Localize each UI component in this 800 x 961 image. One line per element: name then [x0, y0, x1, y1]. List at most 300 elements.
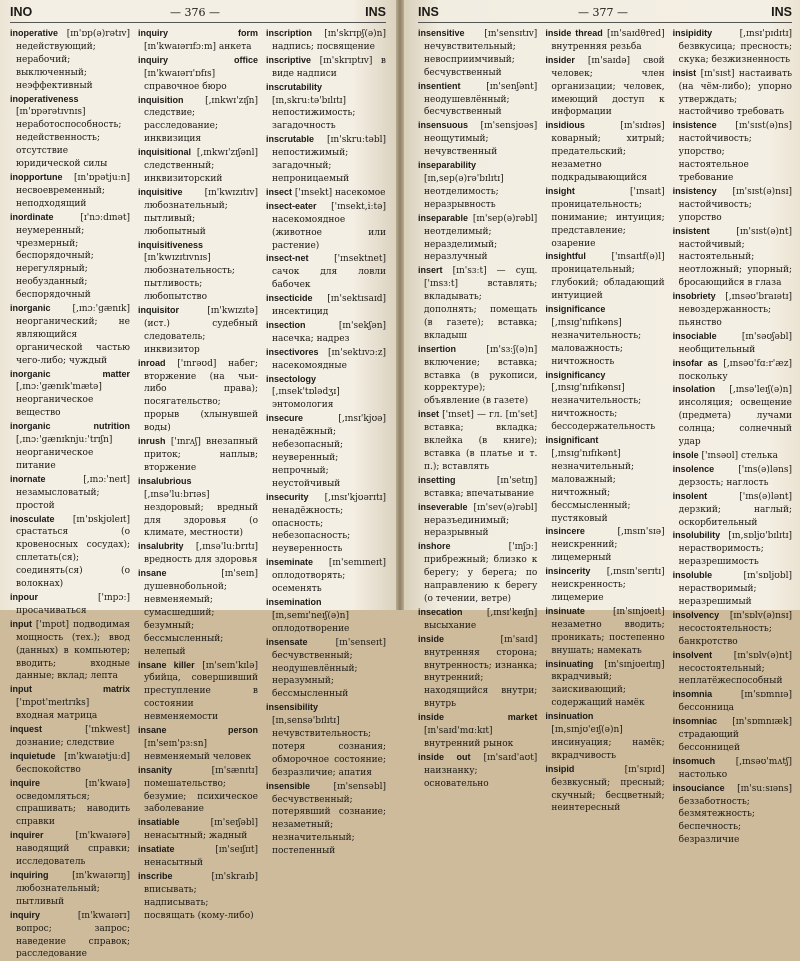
- entry-headword: insolubility: [672, 530, 721, 541]
- entry-definition: [,ɪnsek'tɒlədʒɪ] энтомология: [272, 387, 340, 411]
- dictionary-entry: [266, 54, 386, 81]
- entry-headword: insentient: [418, 80, 461, 91]
- entry-headword: inorganic matter: [10, 368, 130, 379]
- entry-definition: [ɪn'seɪn'kɪlə] убийца, совершивший преступление в состоянии невменяемости: [144, 660, 258, 723]
- entry-headword: insectivores: [266, 346, 319, 357]
- entry-headword: insectology: [266, 373, 317, 384]
- dictionary-entry: [10, 683, 130, 723]
- entry-headword: insolvent: [672, 649, 713, 660]
- entry-headword: insofar as: [672, 357, 718, 368]
- dictionary-entry: [10, 750, 130, 777]
- entry-definition: [,ɪnsɪn'sɪə] неискренний; лицемерный: [551, 527, 665, 564]
- right-page: [400, 0, 800, 846]
- entry-headword: insobriety: [672, 291, 716, 302]
- entry-headword: insane killer: [138, 659, 195, 670]
- entry-definition: ['ɪnsektnet] сачок для ловли бабочек: [272, 254, 386, 291]
- dictionary-entry: [418, 27, 537, 80]
- entry-headword: inside: [418, 633, 445, 644]
- entry-headword: inseparable: [418, 212, 469, 223]
- left-page: [0, 0, 400, 960]
- entry-headword: insolvency: [672, 609, 720, 620]
- entry-headword: insinuate: [545, 605, 585, 616]
- entry-definition: [,ɪnsɪg'nɪfɪkəns] незначительность; маловажность; ничтожность: [551, 317, 642, 367]
- page-number: — 377 —: [578, 6, 628, 19]
- entry-definition: [ɪn'kwɪzɪtɪvnɪs] любознательность; пытливость; любопытство: [144, 253, 235, 303]
- entry-definition: [ɪn'sɪst(ə)nt] настойчивый; настоятельный; неотложный; упорный; бросающийся в глаза: [678, 226, 792, 289]
- entry-definition: ['ɪnkwest] дознание; следствие: [16, 725, 130, 748]
- dictionary-entry: [10, 302, 130, 368]
- column-2: [138, 27, 258, 921]
- entry-definition: [ɪn'sɪst(ə)ns] настойчивость; упорство; настоятельное требование: [678, 121, 792, 183]
- entry-definition: [ɪn'kwaɪərɪ] вопрос; запрос; наведение справок; расследование: [16, 910, 130, 960]
- page-header: [10, 4, 386, 23]
- entry-headword: inorganic nutrition: [10, 421, 130, 432]
- entry-definition: [,ɪnsə'luːbrɪtɪ] вредность для здоровья: [144, 542, 258, 566]
- entry-definition: [,ɪnsɪ'pɪdɪtɪ] безвкусица; пресность; скука; безжизненность: [678, 29, 792, 65]
- entry-definition: [ɪn'sensɪtɪv] нечувствительный; невосприимчивый; бесчувственный: [424, 29, 538, 78]
- dictionary-entry: [266, 491, 386, 557]
- entry-definition: [ɪn'ɒskjʊleɪt] срастаться (о кровеносных сосудах); сплетать(ся); соединять(ся) (о волокнах): [16, 514, 130, 590]
- dictionary-entry: [138, 540, 258, 567]
- entry-definition: ['ɪnrəʊd] набег; вторжение (на чьи-либо права); посягательство; прорыв (хлынувшей воды): [144, 358, 258, 434]
- entry-definition: [ɪn'saɪd'aʊt] наизнанку; основательно: [424, 752, 538, 789]
- dictionary-entry: [138, 357, 258, 435]
- entry-definition: [ɪn,sɪnjʊ'eɪʃ(ə)n] инсинуация; намёк; вкрадчивость: [551, 725, 665, 761]
- dictionary-entry: [138, 659, 258, 725]
- entry-headword: inquiry office: [138, 54, 258, 65]
- entry-headword: inquietude: [10, 750, 56, 761]
- entry-definition: ['ɪnrʌʃ] внезапный приток; наплыв; вторжение: [144, 437, 258, 473]
- dictionary-entry: [138, 94, 258, 147]
- entry-definition: [ɪ'nɔːdɪnət] неумеренный; чрезмерный; беспорядочный; нерегулярный; необузданный; беспорядочный: [16, 212, 130, 301]
- entry-definition: [ɪn'kwɪzɪtə] (ист.) судебный следователь; инквизитор: [144, 306, 258, 355]
- entry-headword: insetting: [418, 474, 456, 485]
- entry-headword: inscription: [266, 28, 313, 38]
- entry-definition: [,ɪnɔː'gænɪk'mætə] неорганическое вещество: [16, 382, 102, 419]
- page-number: — 376 —: [170, 6, 220, 19]
- dictionary-entry: [266, 252, 386, 292]
- dictionary-entry: [10, 618, 130, 684]
- book-gutter: [396, 0, 404, 610]
- entry-definition: ['ɪnpʊt] подводимая мощность (тех.); ввод (данных) в компьютер; вводить; входные данные; вклад; лепта: [16, 619, 130, 682]
- dictionary-entry: [138, 54, 258, 94]
- entry-definition: [ɪn'ɒp(ə)rətɪv] недействующий; нерабочий; выключенный; неэффективный: [16, 29, 130, 91]
- dictionary-entry: [266, 780, 386, 858]
- entry-definition: [ɪn'saɪd'mɑːkɪt] внутренний рынок: [424, 726, 514, 749]
- entry-headword: insidious: [545, 120, 585, 131]
- entry-definition: [ɪn'semɪneɪt] оплодотворять; осеменять: [272, 558, 386, 595]
- entry-headword: inseverable: [418, 501, 468, 512]
- entry-headword: insert: [418, 265, 443, 276]
- entry-definition: [ɪn'sep(ə)rəbl] неотделимый; неразделимый; неразлучный: [424, 213, 538, 263]
- column-3: [266, 27, 386, 857]
- dictionary-entry: [545, 250, 664, 303]
- entry-definition: [ɪn'suːsɪəns] беззаботность; безмятежность; беспечность; безразличие: [678, 783, 792, 846]
- entry-headword: inroad: [138, 357, 166, 368]
- entry-definition: ['ɪnpʊt'meɪtrɪks] входная матрица: [16, 698, 98, 722]
- entry-definition: [,ɪnsɪ'kjʊə] ненадёжный; небезопасный; неуверенный; непрочный; неустойчивый: [272, 414, 386, 489]
- entry-definition: [ɪn'skrɪptɪv] в виде надписи: [272, 55, 386, 79]
- entry-definition: [ɪn'seɪn'pɜːsn] невменяемый человек: [144, 738, 252, 762]
- entry-definition: [ɪn'skrɪpʃ(ə)n] надпись; посвящение: [272, 29, 386, 52]
- dictionary-entry: [10, 93, 130, 171]
- entry-definition: [ɪn'setɪŋ] вставка; впечатывание: [424, 475, 538, 499]
- entry-definition: ['ɪnpɔː] просачиваться: [16, 592, 130, 616]
- dictionary-entry: [138, 475, 258, 541]
- entry-headword: inquisitiveness: [138, 239, 204, 250]
- dictionary-entry: [418, 751, 537, 791]
- entry-headword: insect-net: [266, 253, 309, 264]
- dictionary-entry: [545, 119, 664, 185]
- entry-headword: insecurity: [266, 491, 309, 502]
- entry-headword: insolent: [672, 490, 708, 501]
- entry-definition: [ɪn,semɪ'neɪʃ(ə)n] оплодотворение: [272, 610, 350, 634]
- entry-definition: [ɪn'sɪpɪd] безвкусный; пресный; скучный; бесцветный; неинтересный: [551, 764, 665, 814]
- entry-headword: inopportune: [10, 171, 63, 182]
- entry-headword: insouciance: [672, 782, 725, 793]
- entry-headword: insolation: [672, 384, 716, 395]
- dictionary-entry: [266, 636, 386, 702]
- dictionary-entry: [418, 264, 537, 342]
- dictionary-entry: [418, 212, 537, 265]
- entry-headword: inset: [418, 409, 440, 420]
- dictionary-entry: [10, 27, 130, 93]
- entry-headword: insane person: [138, 725, 258, 736]
- entry-headword: inside out: [418, 751, 471, 762]
- entry-headword: insignificant: [545, 435, 599, 446]
- entry-definition: [ɪn'sektɪvɔːz] насекомоядные: [272, 347, 386, 371]
- entry-headword: insole: [672, 450, 699, 460]
- dictionary-entry: [673, 357, 792, 384]
- entry-definition: [,ɪnsəʊ'mʌtʃ] настолько: [678, 756, 792, 780]
- entry-definition: [ɪn'sɜːt] — сущ. ['ɪnsɜːt] вставлять; вкладывать; дополнять; помещать (в газете); вставка; вкладыш: [424, 266, 538, 341]
- entry-definition: [,ɪnsəʊ'fɑːr'æz] поскольку: [678, 358, 792, 382]
- dictionary-entry: [673, 449, 792, 463]
- entry-definition: [ɪn'sɪst] настаивать (на чём-либо); упорно утверждать; настойчиво требовать: [678, 68, 792, 118]
- dictionary-entry: [418, 633, 537, 711]
- dictionary-entry: [138, 764, 258, 817]
- entry-definition: [ɪn,sensə'bɪlɪtɪ] нечувствительность; потеря сознания; обморочное состояние; безразличие; апатия: [272, 716, 386, 778]
- entry-headword: insecation: [418, 606, 463, 617]
- entry-headword: inquisitor: [138, 305, 179, 316]
- dictionary-entry: [138, 567, 258, 658]
- entry-definition: [ɪn'sɒmnɪə] бессонница: [678, 690, 792, 714]
- dictionary-entry: [138, 816, 258, 843]
- dictionary-entry: [673, 463, 792, 490]
- entry-definition: [,ɪnɔː'neɪt] незамысловатый; простой: [16, 474, 130, 511]
- entry-definition: [ɪn'kwaɪərɪŋ] любознательный; пытливый: [16, 871, 130, 907]
- entry-headword: insinuation: [545, 711, 594, 722]
- dictionary-entry: [545, 525, 664, 565]
- dictionary-entry: [673, 383, 792, 449]
- entry-definition: [,ɪnsəʊ'braɪətɪ] невоздержанность; пьянство: [678, 292, 792, 328]
- dictionary-entry: [545, 710, 664, 763]
- entry-headword: insist: [672, 67, 697, 78]
- entry-headword: insipidity: [672, 28, 713, 38]
- entry-definition: [ɪn'saɪdθred] внутренняя резьба: [551, 29, 665, 52]
- entry-definition: [ɪn'sɪst(ə)nsɪ] настойчивость; упорство: [678, 186, 792, 223]
- entry-headword: inshore: [418, 541, 451, 552]
- entry-headword: insatiate: [138, 844, 175, 855]
- entry-definition: ['ɪnsaɪtf(ə)l] проницательный; глубокий; обладающий интуицией: [551, 252, 665, 302]
- entry-headword: inscrutability: [266, 81, 323, 92]
- dictionary-entry: [673, 569, 792, 609]
- entry-headword: insight: [545, 185, 575, 196]
- dictionary-entry: [418, 606, 537, 633]
- dictionary-entry: [10, 513, 130, 591]
- left-columns: [10, 27, 386, 960]
- entry-headword: inornate: [10, 473, 46, 484]
- dictionary-entry: [10, 777, 130, 830]
- entry-definition: [ɪn'sɒlv(ə)nt] несостоятельный; неплатёжеспособный: [678, 650, 792, 687]
- entry-definition: [ɪn'sensjʊəs] неощутимый; нечувственный: [424, 121, 538, 158]
- entry-definition: [ɪn'sɪnjʊeɪt] незаметно вводить; проникать; постепенно внушать; намекать: [551, 606, 665, 656]
- dictionary-entry: [418, 711, 537, 751]
- entry-headword: inquiry form: [138, 28, 258, 38]
- entry-headword: inrush: [138, 436, 166, 447]
- entry-definition: [,ɪnsɪ'keɪʃn] высыхание: [424, 607, 538, 631]
- entry-headword: inosculate: [10, 513, 55, 524]
- dictionary-entry: [673, 609, 792, 649]
- entry-definition: [ɪn'sɒlv(ə)nsɪ] несостоятельность; банкротство: [678, 610, 792, 647]
- entry-headword: inquisitional: [138, 147, 191, 158]
- entry-headword: inquest: [10, 724, 43, 735]
- entry-definition: [ɪn,sɒljʊ'bɪlɪtɪ] нерастворимость; неразрешимость: [678, 531, 792, 568]
- entry-headword: inquisitive: [138, 186, 183, 197]
- entry-definition: [ɪn'kwaɪərə] наводящий справки; исследователь: [16, 831, 130, 868]
- entry-definition: ['ɪnset] — гл. [ɪn'set] вставка; вкладка; вклейка (в книге); вставка (в платье и т. п.); вставлять: [424, 410, 538, 472]
- dictionary-entry: [418, 408, 537, 474]
- entry-definition: [ɪn'kwaɪə] осведомляться; спрашивать; наводить справки: [16, 778, 130, 828]
- right-columns: [418, 27, 792, 846]
- entry-headword: inseminate: [266, 557, 314, 568]
- dictionary-entry: [673, 782, 792, 848]
- dictionary-entry: [10, 723, 130, 750]
- entry-headword: inorganic: [10, 303, 51, 314]
- entry-definition: ['ɪns(ə)lənt] дерзкий; наглый; оскорбительный: [678, 491, 792, 528]
- dictionary-entry: [673, 490, 792, 530]
- dictionary-entry: [266, 346, 386, 373]
- dictionary-entry: [418, 159, 537, 212]
- entry-headword: insane: [138, 568, 167, 579]
- entry-definition: [ɪn'sensəbl] бесчувственный; потерявший сознание; незаметный; незначительный; постепенный: [272, 781, 386, 857]
- dictionary-entry: [673, 715, 792, 755]
- dictionary-entry: [673, 67, 792, 120]
- dictionary-entry: [266, 200, 386, 253]
- entry-definition: [ɪn'sektɪsaɪd] инсектицид: [272, 294, 386, 318]
- dictionary-entry: [418, 119, 537, 159]
- entry-headword: inquisition: [138, 94, 184, 105]
- entry-headword: inquiring: [10, 870, 49, 880]
- dictionary-entry: [418, 343, 537, 409]
- dictionary-entry: [545, 565, 664, 605]
- entry-definition: [,ɪnɔː'gænɪk] неорганический; не являющийся органической частью чего-либо; чуждый: [16, 304, 130, 366]
- dictionary-entry: [138, 27, 258, 54]
- dictionary-entry: [545, 27, 664, 54]
- dictionary-entry: [138, 304, 258, 357]
- entry-definition: [,ɪnsə'leɪʃ(ə)n] инсоляция; освещение (предмета) лучами солнца; солнечный удар: [678, 385, 792, 448]
- header-right-word: INS: [771, 5, 792, 19]
- entry-definition: [ɪn'seɪʃɪɪt] ненасытный: [144, 845, 258, 869]
- dictionary-entry: [545, 303, 664, 369]
- entry-definition: [ɪn'kwaɪərɪfɔːm] анкета: [144, 41, 252, 52]
- entry-headword: insistent: [672, 225, 710, 236]
- entry-definition: [ɪn'senʃənt] неодушевлённый; бесчувственный: [424, 81, 538, 118]
- entry-headword: insincere: [545, 526, 585, 537]
- dictionary-entry: [10, 909, 130, 961]
- entry-definition: ['ɪnsekt] насекомое: [294, 187, 386, 198]
- entry-definition: [ɪn'sɒljʊbl] нерастворимый; неразрешимый: [678, 571, 792, 607]
- entry-headword: insider: [545, 54, 575, 65]
- dictionary-entry: [266, 412, 386, 490]
- dictionary-entry: [418, 501, 537, 541]
- entry-headword: insignificancy: [545, 369, 606, 380]
- dictionary-entry: [10, 829, 130, 869]
- entry-headword: inside thread: [545, 28, 603, 38]
- entry-definition: [,ɪnɔː'gænɪknjuː'trɪʃn] неорганическое питание: [16, 435, 113, 471]
- dictionary-entry: [545, 369, 664, 435]
- entry-headword: inoperative: [10, 28, 59, 38]
- entry-definition: [ɪn'skraɪb] вписывать; надписывать; посвящать (кому-либо): [144, 872, 258, 921]
- dictionary-entry: [10, 591, 130, 618]
- entry-definition: [ɪn'kwɪzɪtɪv] любознательный; пытливый; любопытный: [144, 187, 258, 237]
- entry-definition: [ɪn'kwaɪərɪ'ɒfɪs] справочное бюро: [144, 68, 227, 92]
- dictionary-entry: [673, 649, 792, 689]
- entry-headword: inquirer: [10, 830, 44, 841]
- dictionary-entry: [10, 171, 130, 211]
- entry-definition: [ɪn'səʊʃəbl] необщительный: [678, 331, 792, 355]
- dictionary-entry: [266, 186, 386, 200]
- dictionary-entry: [266, 596, 386, 636]
- dictionary-entry: [266, 556, 386, 596]
- entry-headword: insignificance: [545, 304, 606, 315]
- entry-definition: [ɪn,sep(ə)rə'bɪlɪtɪ] неотделимость; неразрывность: [424, 173, 504, 210]
- entry-headword: insistence: [672, 120, 717, 131]
- dictionary-entry: [545, 763, 664, 816]
- header-left-word: INS: [418, 5, 439, 19]
- entry-headword: insensate: [266, 636, 308, 647]
- entry-headword: insatiable: [138, 817, 180, 828]
- dictionary-entry: [266, 81, 386, 134]
- dictionary-entry: [673, 290, 792, 330]
- entry-definition: [ɪn'sænɪtɪ] помешательство; безумие; психическое заболевание: [144, 765, 258, 815]
- dictionary-entry: [673, 185, 792, 225]
- dictionary-entry: [138, 870, 258, 923]
- dictionary-entry: [545, 54, 664, 120]
- entry-definition: ['ɪns(ə)ləns] дерзость; наглость: [678, 464, 792, 488]
- column-3: [672, 27, 792, 846]
- entry-definition: [ɪn'seɪʃəbl] ненасытный; жадный: [144, 818, 258, 842]
- entry-headword: inoperativeness: [10, 93, 79, 104]
- entry-definition: [ɪn'seɪn] душевнобольной; невменяемый; сумасшедший; безумный; бессмысленный; нелепый: [144, 569, 258, 657]
- dictionary-entry: [138, 724, 258, 764]
- entry-headword: insociable: [672, 330, 717, 341]
- dictionary-entry: [545, 434, 664, 525]
- entry-headword: insection: [266, 319, 306, 330]
- entry-definition: [ɪn'kwaɪətjuːd] беспокойство: [16, 751, 130, 775]
- entry-headword: input matrix: [10, 684, 130, 695]
- entry-definition: [ɪn'sɪdɪəs] коварный; хитрый; предательский; незаметно подкрадывающийся: [551, 121, 665, 183]
- dictionary-entry: [138, 843, 258, 870]
- entry-headword: inpour: [10, 591, 38, 602]
- entry-headword: insecure: [266, 413, 304, 424]
- dictionary-entry: [138, 239, 258, 305]
- dictionary-entry: [545, 185, 664, 251]
- entry-definition: [ɪn'sɜːʃ(ə)n] включение; вставка; вставка (в рукописи, корректуре); объявление (в газете): [424, 344, 538, 407]
- dictionary-entry: [10, 869, 130, 909]
- entry-headword: insensibility: [266, 702, 319, 713]
- dictionary-entry: [673, 225, 792, 291]
- entry-definition: [ɪn'sɪnjʊeɪtɪŋ] вкрадчивый; заискивающий; содержащий намёк: [551, 659, 665, 709]
- entry-headword: inscrutable: [266, 134, 315, 145]
- entry-definition: [,ɪnsɪg'nɪfɪkənt] незначительный; маловажный; ничтожный; бессмысленный; пустяковый: [551, 449, 634, 524]
- dictionary-entry: [418, 540, 537, 606]
- entry-headword: insoluble: [672, 570, 713, 581]
- entry-definition: ['ɪnsaɪt] проницательность; понимание; интуиция; представление; озарение: [551, 186, 665, 249]
- header-right-word: INS: [365, 5, 386, 19]
- entry-definition: [ɪn'ɒpərətɪvnɪs] неработоспособность; недейственность; отсутствие юридической силы: [16, 107, 122, 170]
- dictionary-entry: [673, 119, 792, 185]
- entry-definition: [,ɪnsɪn'serɪtɪ] неискренность; лицемерие: [551, 567, 665, 603]
- entry-definition: [ɪn'ɒpətjuːn] несвоевременный; неподходящий: [16, 172, 130, 209]
- dictionary-entry: [10, 473, 130, 513]
- dictionary-entry: [10, 420, 130, 473]
- dictionary-entry: [418, 80, 537, 120]
- entry-headword: insect-eater: [266, 200, 317, 211]
- entry-headword: insightful: [545, 251, 586, 262]
- entry-definition: ['ɪnʃɔː] прибрежный; близко к берегу; у берега; по направлению к берегу (о течении, ветре): [424, 542, 538, 604]
- entry-definition: [ɪn'skruːtəbl] непостижимый; загадочный; непроницаемый: [272, 135, 386, 184]
- entry-headword: insecticide: [266, 293, 313, 304]
- entry-headword: insensible: [266, 780, 311, 791]
- page-header: [418, 4, 792, 23]
- dictionary-entry: [673, 529, 792, 569]
- entry-headword: inscribe: [138, 871, 173, 881]
- dictionary-entry: [545, 658, 664, 711]
- dictionary-entry: [266, 292, 386, 319]
- dictionary-entry: [673, 27, 792, 67]
- entry-headword: insensuous: [418, 120, 469, 131]
- entry-headword: inordinate: [10, 211, 54, 222]
- dictionary-entry: [266, 373, 386, 413]
- entry-headword: insertion: [418, 343, 457, 354]
- dictionary-entry: [673, 330, 792, 357]
- column-1: [418, 27, 538, 789]
- entry-headword: inquiry: [10, 909, 41, 920]
- entry-definition: [,ɪnsə'luːbrɪəs] нездоровый; вредный для здоровья (о климате, местности): [144, 489, 258, 539]
- entry-headword: insalubrious: [138, 475, 192, 486]
- entry-definition: ['ɪnsəʊl] стелька: [701, 451, 778, 461]
- dictionary-entry: [266, 319, 386, 346]
- entry-definition: [ɪn'saɪd] внутренняя сторона; внутренность; изнанка; внутренний; находящийся внутри; внутрь: [424, 634, 538, 710]
- dictionary-entry: [673, 755, 792, 782]
- header-left-word: INO: [10, 5, 33, 19]
- entry-headword: insomuch: [672, 755, 716, 766]
- dictionary-entry: [266, 701, 386, 779]
- dictionary-entry: [138, 435, 258, 475]
- entry-definition: [ɪn,skruːtə'bɪlɪtɪ] непостижимость; загадочность: [272, 95, 356, 132]
- entry-definition: [,ɪnkwɪ'zɪʃn] следствие; расследование; инквизиция: [144, 95, 258, 145]
- dictionary-entry: [10, 368, 130, 421]
- entry-definition: [,ɪnkwɪ'zɪʃənl] следственный; инквизиторский: [144, 148, 258, 184]
- entry-headword: insomniac: [672, 716, 718, 727]
- entry-definition: [ɪn'sekʃən] насечка; надрез: [272, 320, 386, 344]
- entry-definition: [ɪn'saɪdə] свой человек; член организации; человек, имеющий доступ к информации: [551, 55, 665, 118]
- dictionary-entry: [545, 605, 664, 658]
- column-2: [545, 27, 665, 814]
- dictionary-entry: [138, 186, 258, 239]
- entry-headword: insemination: [266, 596, 322, 607]
